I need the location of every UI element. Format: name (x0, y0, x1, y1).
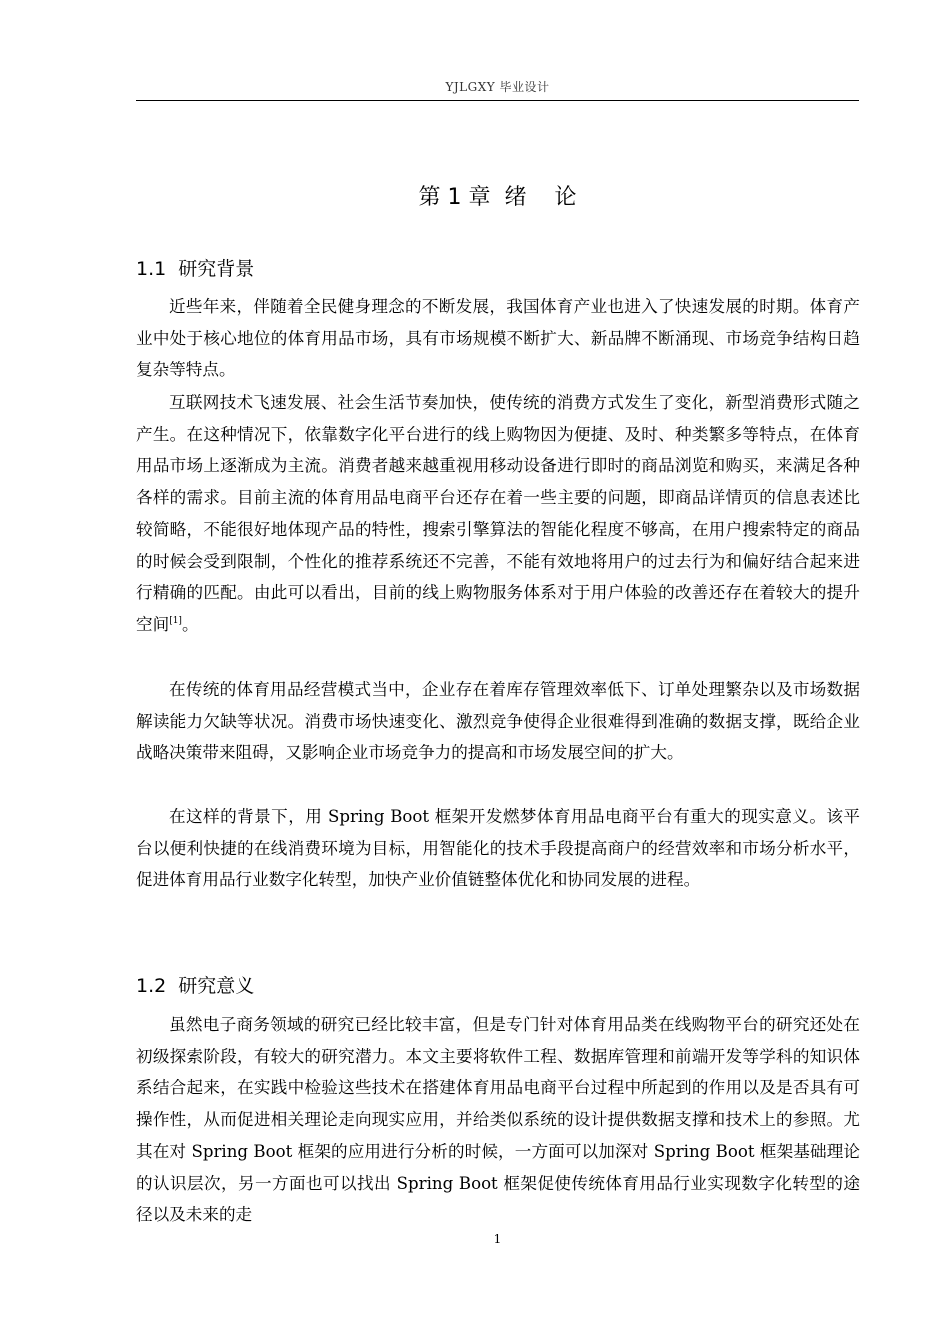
paragraph-background-2 (136, 387, 860, 641)
paragraph-background-1: 近些年来，伴随着全民健身理念的不断发展，我国体育产业也进入了快速发展的时期。体育产业中处于核心地位的体育用品市场，具有市场规模不断扩大、新品牌不断涌现、市场竞争结构日趋复杂等特点。 (136, 297, 860, 380)
chapter-title: 第 1 章 绪 论 (418, 185, 577, 210)
running-header: YJLGXY 毕业设计 (445, 80, 550, 94)
citation-mark: [1] (169, 615, 182, 626)
paragraph-background-3: 在传统的体育用品经营模式当中，企业存在着库存管理效率低下、订单处理繁杂以及市场数据解读能力欠缺等状况。消费市场快速变化、激烈竞争使得企业很难得到准确的数据支撑，既给企业战略决策带来阻碍，又影响企业市场竞争力的提高和市场发展空间的扩大。 (136, 680, 860, 763)
paragraph-background-2-text: 互联网技术飞速发展、社会生活节奏加快，使传统的消费方式发生了变化，新型消费形式随之产生。在这种情况下，依靠数字化平台进行的线上购物因为便捷、及时、种类繁多等特点，在体育用品市场上逐渐成为主流。消费者越来越重视用移动设备进行即时的商品浏览和购买，来满足各种各样的需求。目前主流的体育用品电商平台还存在着一些主要的问题，即商品详情页的信息表述比较简略，不能很好地体现产品的特性，搜索引擎算法的智能化程度不够高，在用户搜索特定的商品的时候会受到限制，个性化的推荐系统还不完善，不能有效地将用户的过去行为和偏好结合起来进行精确的匹配。由此可以看出，目前的线上购物服务体系对于用户体验的改善还存在着较大的提升空间 (136, 393, 860, 634)
header-rule (136, 100, 859, 101)
paragraph-significance-1: 虽然电子商务领域的研究已经比较丰富，但是专门针对体育用品类在线购物平台的研究还处在初级探索阶段，有较大的研究潜力。本文主要将软件工程、数据库管理和前端开发等学科的知识体系结合起来，在实践中检验这些技术在搭建体育用品电商平台过程中所起到的作用以及是否具有可操作性，从而促进相关理论走向现实应用，并给类似系统的设计提供数据支撑和技术上的参照。尤其在对 Spring Boot 框架的应用进行分析的时候，一方面可以加深对 Spring Boot 框架基础理论的认识层次，另一方面也可以找出 Spring Boot 框架促使传统体育用品行业实现数字化转型的途径以及未来的走 (136, 1015, 860, 1225)
section-heading-1-2: 1.2 研究意义 (136, 975, 255, 997)
section-heading-1-1: 1.1 研究背景 (136, 258, 255, 280)
citation-tail: 。 (181, 614, 199, 634)
paragraph-background-4: 在这样的背景下，用 Spring Boot 框架开发燃梦体育用品电商平台有重大的现实意义。该平台以便利快捷的在线消费环境为目标，用智能化的技术手段提高商户的经营效率和市场分析水平，促进体育用品行业数字化转型，加快产业价值链整体优化和协同发展的进程。 (136, 807, 860, 890)
page-number: 1 (493, 1232, 502, 1246)
